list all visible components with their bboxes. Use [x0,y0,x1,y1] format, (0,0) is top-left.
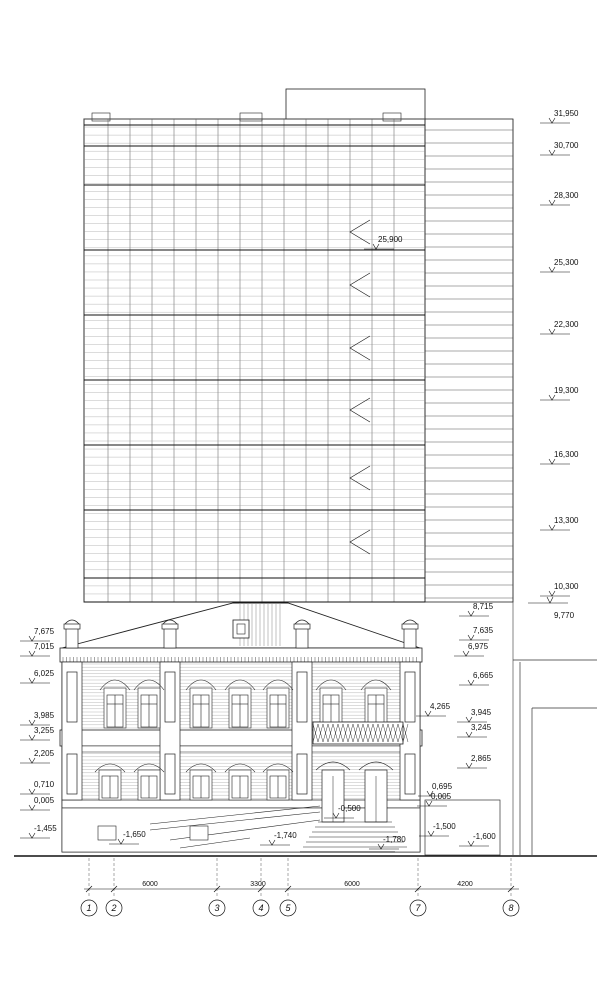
level-mark [540,141,579,155]
level-label: 6,665 [473,671,494,680]
level-mark [459,602,494,616]
axis-grid [81,858,519,916]
level-label: -1,500 [433,822,456,831]
level-label: 7,015 [34,642,55,651]
axis-bubble [106,900,122,916]
level-label: 0,710 [34,780,55,789]
dimension-label: 3300 [250,881,266,888]
axis-bubble [81,900,97,916]
historic-building [60,603,422,852]
level-mark [459,832,496,846]
axis-bubble [410,900,426,916]
level-mark [457,754,492,768]
axis-label: 1 [86,903,92,913]
level-label: 7,635 [473,626,494,635]
level-mark [540,258,579,272]
level-label: 25,900 [378,235,403,244]
level-label: 4,265 [430,702,451,711]
dimension-label: 6000 [142,881,158,888]
level-mark [540,450,579,464]
axis-label: 5 [285,903,291,913]
level-mark [540,386,579,400]
level-label: 7,675 [34,627,55,636]
level-label: 2,205 [34,749,55,758]
level-mark [459,671,494,685]
axis-label: 2 [111,903,117,913]
axis-bubble [209,900,225,916]
level-mark [540,320,579,334]
axis-label: 4 [258,903,264,913]
level-mark [20,726,55,740]
level-label: 13,300 [554,516,579,525]
dimension-label: 6000 [344,881,360,888]
level-label: -1,455 [34,824,57,833]
level-label: 0,695 [432,782,453,791]
level-mark [457,723,492,737]
level-label: 22,300 [554,320,579,329]
level-mark [20,642,55,656]
level-mark [459,626,494,640]
level-label: 3,985 [34,711,55,720]
axis-label: 3 [214,903,220,913]
level-label: 2,865 [471,754,492,763]
level-label: -0,500 [338,804,361,813]
level-mark [20,749,55,763]
level-mark [419,822,456,836]
level-label: 3,245 [471,723,492,732]
level-mark [20,796,55,810]
level-label: 0,005 [431,792,452,801]
level-label: 9,770 [554,611,575,620]
level-mark [20,824,57,838]
axis-label: 8 [508,903,514,913]
level-mark [457,708,492,722]
level-mark [540,582,579,596]
level-label: -1,600 [473,832,496,841]
level-label: 6,025 [34,669,55,678]
level-label: 6,975 [468,642,489,651]
level-mark [417,792,452,806]
level-label: 8,715 [473,602,494,611]
level-label: -1,780 [383,835,406,844]
level-label: 3,255 [34,726,55,735]
level-mark [364,235,403,249]
level-mark [20,780,55,794]
level-mark [416,702,451,716]
level-label: 28,300 [554,191,579,200]
level-mark [540,516,579,530]
level-label: 30,700 [554,141,579,150]
level-label: 3,945 [471,708,492,717]
level-mark [540,109,579,123]
level-label: 0,005 [34,796,55,805]
level-mark [20,627,55,641]
level-label: 25,300 [554,258,579,267]
level-mark [20,669,55,683]
level-label: -1,740 [274,831,297,840]
level-label: -1,650 [123,830,146,839]
level-label: 19,300 [554,386,579,395]
axis-label: 7 [415,903,421,913]
level-mark [454,642,489,656]
level-mark [528,597,575,620]
level-label: 31,950 [554,109,579,118]
dimension-label: 4200 [457,881,473,888]
level-label: 16,300 [554,450,579,459]
level-mark [20,711,55,725]
axis-bubble [280,900,296,916]
axis-bubble [503,900,519,916]
axis-bubble [253,900,269,916]
level-label: 10,300 [554,582,579,591]
level-mark [540,191,579,205]
